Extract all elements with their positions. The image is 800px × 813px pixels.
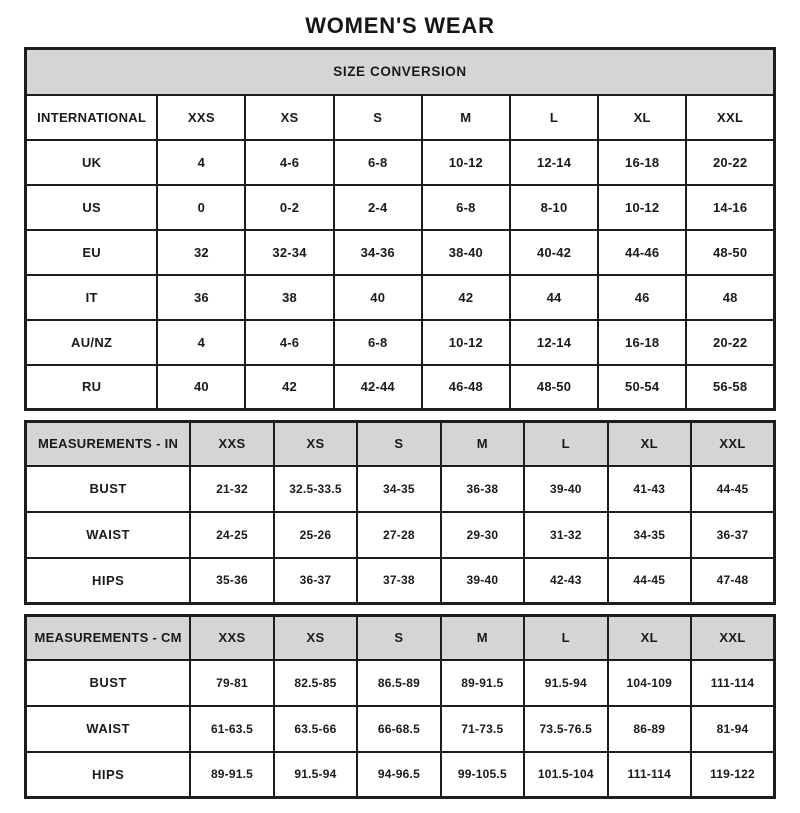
value-cell: 47-48 — [691, 558, 775, 604]
size-column-header: M — [422, 95, 510, 140]
value-cell: 42-44 — [334, 365, 422, 410]
size-conversion-section — [24, 47, 776, 411]
page-title: WOMEN'S WEAR — [305, 13, 495, 38]
value-cell: 42 — [245, 365, 333, 410]
value-cell: 66-68.5 — [357, 706, 440, 752]
value-cell: 25-26 — [274, 512, 357, 558]
value-cell: 36-38 — [441, 466, 524, 512]
value-cell: 14-16 — [686, 185, 774, 230]
value-cell: 21-32 — [190, 466, 273, 512]
value-cell: 56-58 — [686, 365, 774, 410]
value-cell: 42-43 — [524, 558, 607, 604]
value-cell: 34-36 — [334, 230, 422, 275]
table-row — [26, 660, 775, 706]
value-cell: 46 — [598, 275, 686, 320]
value-cell: 27-28 — [357, 512, 440, 558]
value-cell: 8-10 — [510, 185, 598, 230]
value-cell: 81-94 — [691, 706, 775, 752]
row-label: AU/NZ — [26, 320, 158, 365]
table-row — [26, 185, 775, 230]
size-column-header: L — [524, 616, 607, 660]
row-header-label: INTERNATIONAL — [26, 95, 158, 140]
table-row — [26, 365, 775, 410]
row-label: HIPS — [26, 752, 191, 798]
value-cell: 24-25 — [190, 512, 273, 558]
row-header-label: MEASUREMENTS - IN — [26, 422, 191, 466]
value-cell: 4 — [157, 140, 245, 185]
value-cell: 63.5-66 — [274, 706, 357, 752]
size-column-header: XXL — [691, 616, 775, 660]
table-row — [26, 140, 775, 185]
size-column-header: XXL — [686, 95, 774, 140]
row-label: WAIST — [26, 706, 191, 752]
value-cell: 29-30 — [441, 512, 524, 558]
row-label: EU — [26, 230, 158, 275]
row-label: WAIST — [26, 512, 191, 558]
measurements-in-table — [24, 420, 776, 605]
row-label: RU — [26, 365, 158, 410]
value-cell: 89-91.5 — [441, 660, 524, 706]
value-cell: 36-37 — [274, 558, 357, 604]
size-column-header: S — [357, 422, 440, 466]
value-cell: 6-8 — [422, 185, 510, 230]
size-column-header: XL — [608, 616, 691, 660]
table-row — [26, 320, 775, 365]
value-cell: 39-40 — [524, 466, 607, 512]
header-row — [26, 95, 775, 140]
value-cell: 20-22 — [686, 320, 774, 365]
value-cell: 48-50 — [686, 230, 774, 275]
value-cell: 61-63.5 — [190, 706, 273, 752]
size-column-header: XXS — [157, 95, 245, 140]
value-cell: 104-109 — [608, 660, 691, 706]
value-cell: 48-50 — [510, 365, 598, 410]
value-cell: 4 — [157, 320, 245, 365]
table-title: SIZE CONVERSION — [26, 49, 775, 95]
table-row — [26, 706, 775, 752]
value-cell: 40-42 — [510, 230, 598, 275]
value-cell: 94-96.5 — [357, 752, 440, 798]
value-cell: 6-8 — [334, 320, 422, 365]
value-cell: 71-73.5 — [441, 706, 524, 752]
measurements-in-section — [24, 420, 776, 605]
value-cell: 10-12 — [422, 140, 510, 185]
value-cell: 36-37 — [691, 512, 775, 558]
header-row — [26, 422, 775, 466]
value-cell: 32.5-33.5 — [274, 466, 357, 512]
size-column-header: S — [357, 616, 440, 660]
value-cell: 16-18 — [598, 320, 686, 365]
value-cell: 86-89 — [608, 706, 691, 752]
value-cell: 0 — [157, 185, 245, 230]
size-column-header: XL — [608, 422, 691, 466]
size-column-header: M — [441, 616, 524, 660]
value-cell: 40 — [157, 365, 245, 410]
value-cell: 99-105.5 — [441, 752, 524, 798]
table-row — [26, 275, 775, 320]
row-label: BUST — [26, 466, 191, 512]
size-column-header: XXS — [190, 616, 273, 660]
size-column-header: XXL — [691, 422, 775, 466]
value-cell: 73.5-76.5 — [524, 706, 607, 752]
size-column-header: XS — [245, 95, 333, 140]
value-cell: 4-6 — [245, 320, 333, 365]
header-row — [26, 616, 775, 660]
table-row — [26, 752, 775, 798]
value-cell: 86.5-89 — [357, 660, 440, 706]
value-cell: 20-22 — [686, 140, 774, 185]
size-chart — [24, 47, 776, 799]
value-cell: 4-6 — [245, 140, 333, 185]
value-cell: 10-12 — [598, 185, 686, 230]
size-column-header: XXS — [190, 422, 273, 466]
table-row — [26, 558, 775, 604]
value-cell: 42 — [422, 275, 510, 320]
value-cell: 111-114 — [608, 752, 691, 798]
size-conversion-table — [24, 47, 776, 411]
size-column-header: XL — [598, 95, 686, 140]
value-cell: 91.5-94 — [524, 660, 607, 706]
row-label: HIPS — [26, 558, 191, 604]
row-label: BUST — [26, 660, 191, 706]
value-cell: 12-14 — [510, 320, 598, 365]
size-column-header: XS — [274, 422, 357, 466]
measurements-cm-table — [24, 614, 776, 799]
table-row — [26, 512, 775, 558]
value-cell: 41-43 — [608, 466, 691, 512]
value-cell: 38-40 — [422, 230, 510, 275]
value-cell: 89-91.5 — [190, 752, 273, 798]
value-cell: 35-36 — [190, 558, 273, 604]
value-cell: 101.5-104 — [524, 752, 607, 798]
value-cell: 12-14 — [510, 140, 598, 185]
measurements-cm-section — [24, 614, 776, 799]
value-cell: 31-32 — [524, 512, 607, 558]
value-cell: 119-122 — [691, 752, 775, 798]
table-row — [26, 466, 775, 512]
size-column-header: M — [441, 422, 524, 466]
value-cell: 46-48 — [422, 365, 510, 410]
value-cell: 34-35 — [608, 512, 691, 558]
value-cell: 16-18 — [598, 140, 686, 185]
value-cell: 2-4 — [334, 185, 422, 230]
row-label: IT — [26, 275, 158, 320]
table-title-row — [26, 49, 775, 95]
value-cell: 39-40 — [441, 558, 524, 604]
size-column-header: S — [334, 95, 422, 140]
value-cell: 91.5-94 — [274, 752, 357, 798]
value-cell: 48 — [686, 275, 774, 320]
value-cell: 32 — [157, 230, 245, 275]
value-cell: 0-2 — [245, 185, 333, 230]
value-cell: 34-35 — [357, 466, 440, 512]
value-cell: 111-114 — [691, 660, 775, 706]
size-column-header: L — [510, 95, 598, 140]
row-header-label: MEASUREMENTS - CM — [26, 616, 191, 660]
value-cell: 40 — [334, 275, 422, 320]
value-cell: 44-46 — [598, 230, 686, 275]
size-column-header: XS — [274, 616, 357, 660]
value-cell: 44-45 — [691, 466, 775, 512]
row-label: US — [26, 185, 158, 230]
value-cell: 44 — [510, 275, 598, 320]
value-cell: 6-8 — [334, 140, 422, 185]
table-row — [26, 230, 775, 275]
value-cell: 36 — [157, 275, 245, 320]
value-cell: 44-45 — [608, 558, 691, 604]
value-cell: 32-34 — [245, 230, 333, 275]
value-cell: 50-54 — [598, 365, 686, 410]
value-cell: 82.5-85 — [274, 660, 357, 706]
value-cell: 10-12 — [422, 320, 510, 365]
size-column-header: L — [524, 422, 607, 466]
value-cell: 79-81 — [190, 660, 273, 706]
value-cell: 38 — [245, 275, 333, 320]
row-label: UK — [26, 140, 158, 185]
value-cell: 37-38 — [357, 558, 440, 604]
